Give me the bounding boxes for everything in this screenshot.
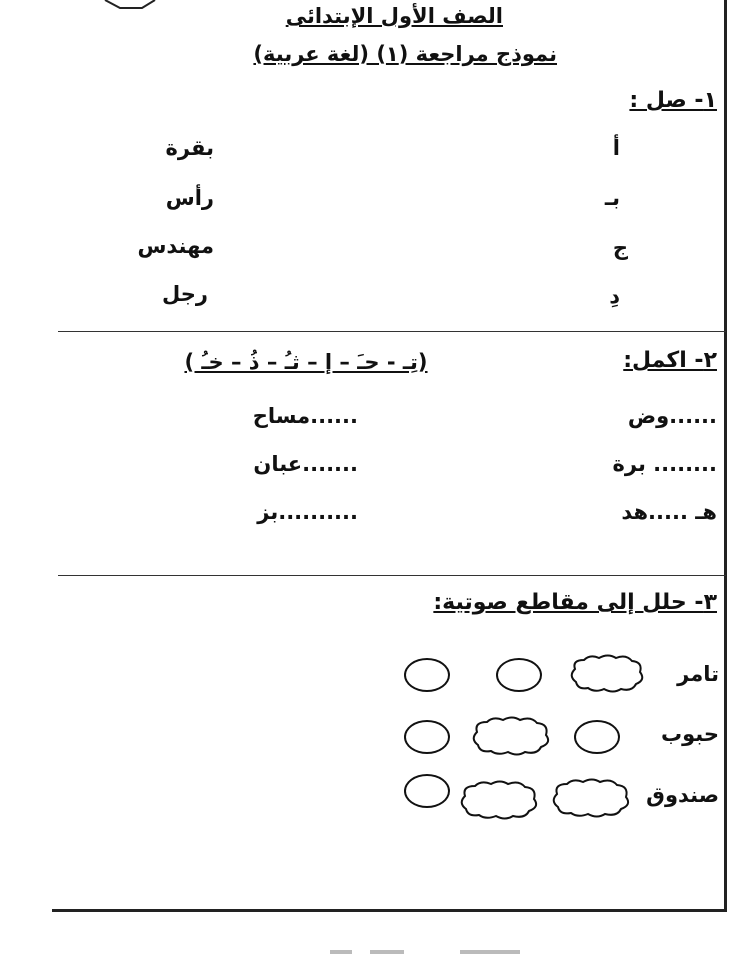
syllable-cloud (468, 714, 554, 758)
letter-d: دِ (609, 284, 620, 308)
analyze-word-1: تامر (677, 662, 719, 686)
corner-shape (100, 0, 160, 12)
section2-title: ٢- اكمل: (623, 348, 717, 373)
syllable-circle (496, 658, 542, 692)
footer-fragment (330, 950, 530, 956)
syllable-circle (404, 720, 450, 754)
match-word-1: بقرة (165, 136, 214, 160)
complete-item-1: ......وض (627, 404, 717, 428)
worksheet-subtitle: نموذج مراجعة (١) (لغة عربية) (253, 42, 557, 66)
analyze-word-3: صندوق (646, 783, 719, 807)
section3-title: ٣- حلل إلى مقاطع صوتية: (433, 590, 717, 615)
divider-2 (58, 575, 726, 576)
match-word-4: رجل (162, 282, 208, 306)
complete-item-5: .......عبان (253, 452, 358, 476)
divider-1 (58, 331, 726, 332)
syllable-circle (574, 720, 620, 754)
syllable-circle (404, 658, 450, 692)
match-word-3: مهندس (137, 234, 214, 258)
complete-item-2: ........ برة (612, 452, 717, 476)
syllable-cloud (566, 652, 648, 694)
complete-item-4: ......مساح (252, 404, 358, 428)
match-word-2: رأس (165, 186, 214, 210)
section1-title: ١- صل : (629, 88, 717, 113)
syllable-cloud (456, 778, 542, 822)
syllable-cloud (548, 776, 634, 820)
complete-item-6: ..........بز (257, 500, 358, 524)
letter-j: ج (612, 236, 628, 260)
syllable-circle (404, 774, 450, 808)
analyze-word-2: حبوب (661, 722, 719, 746)
complete-item-3: هـ .....هد (621, 500, 717, 524)
letter-a: أ (612, 136, 620, 160)
letter-options: (تِـ - حـَ – إ – ثـُ – ذُ – خـُ ) (184, 350, 428, 374)
grade-title: الصف الأول الإبتدائى (285, 4, 503, 28)
letter-b: بـ (604, 186, 620, 210)
